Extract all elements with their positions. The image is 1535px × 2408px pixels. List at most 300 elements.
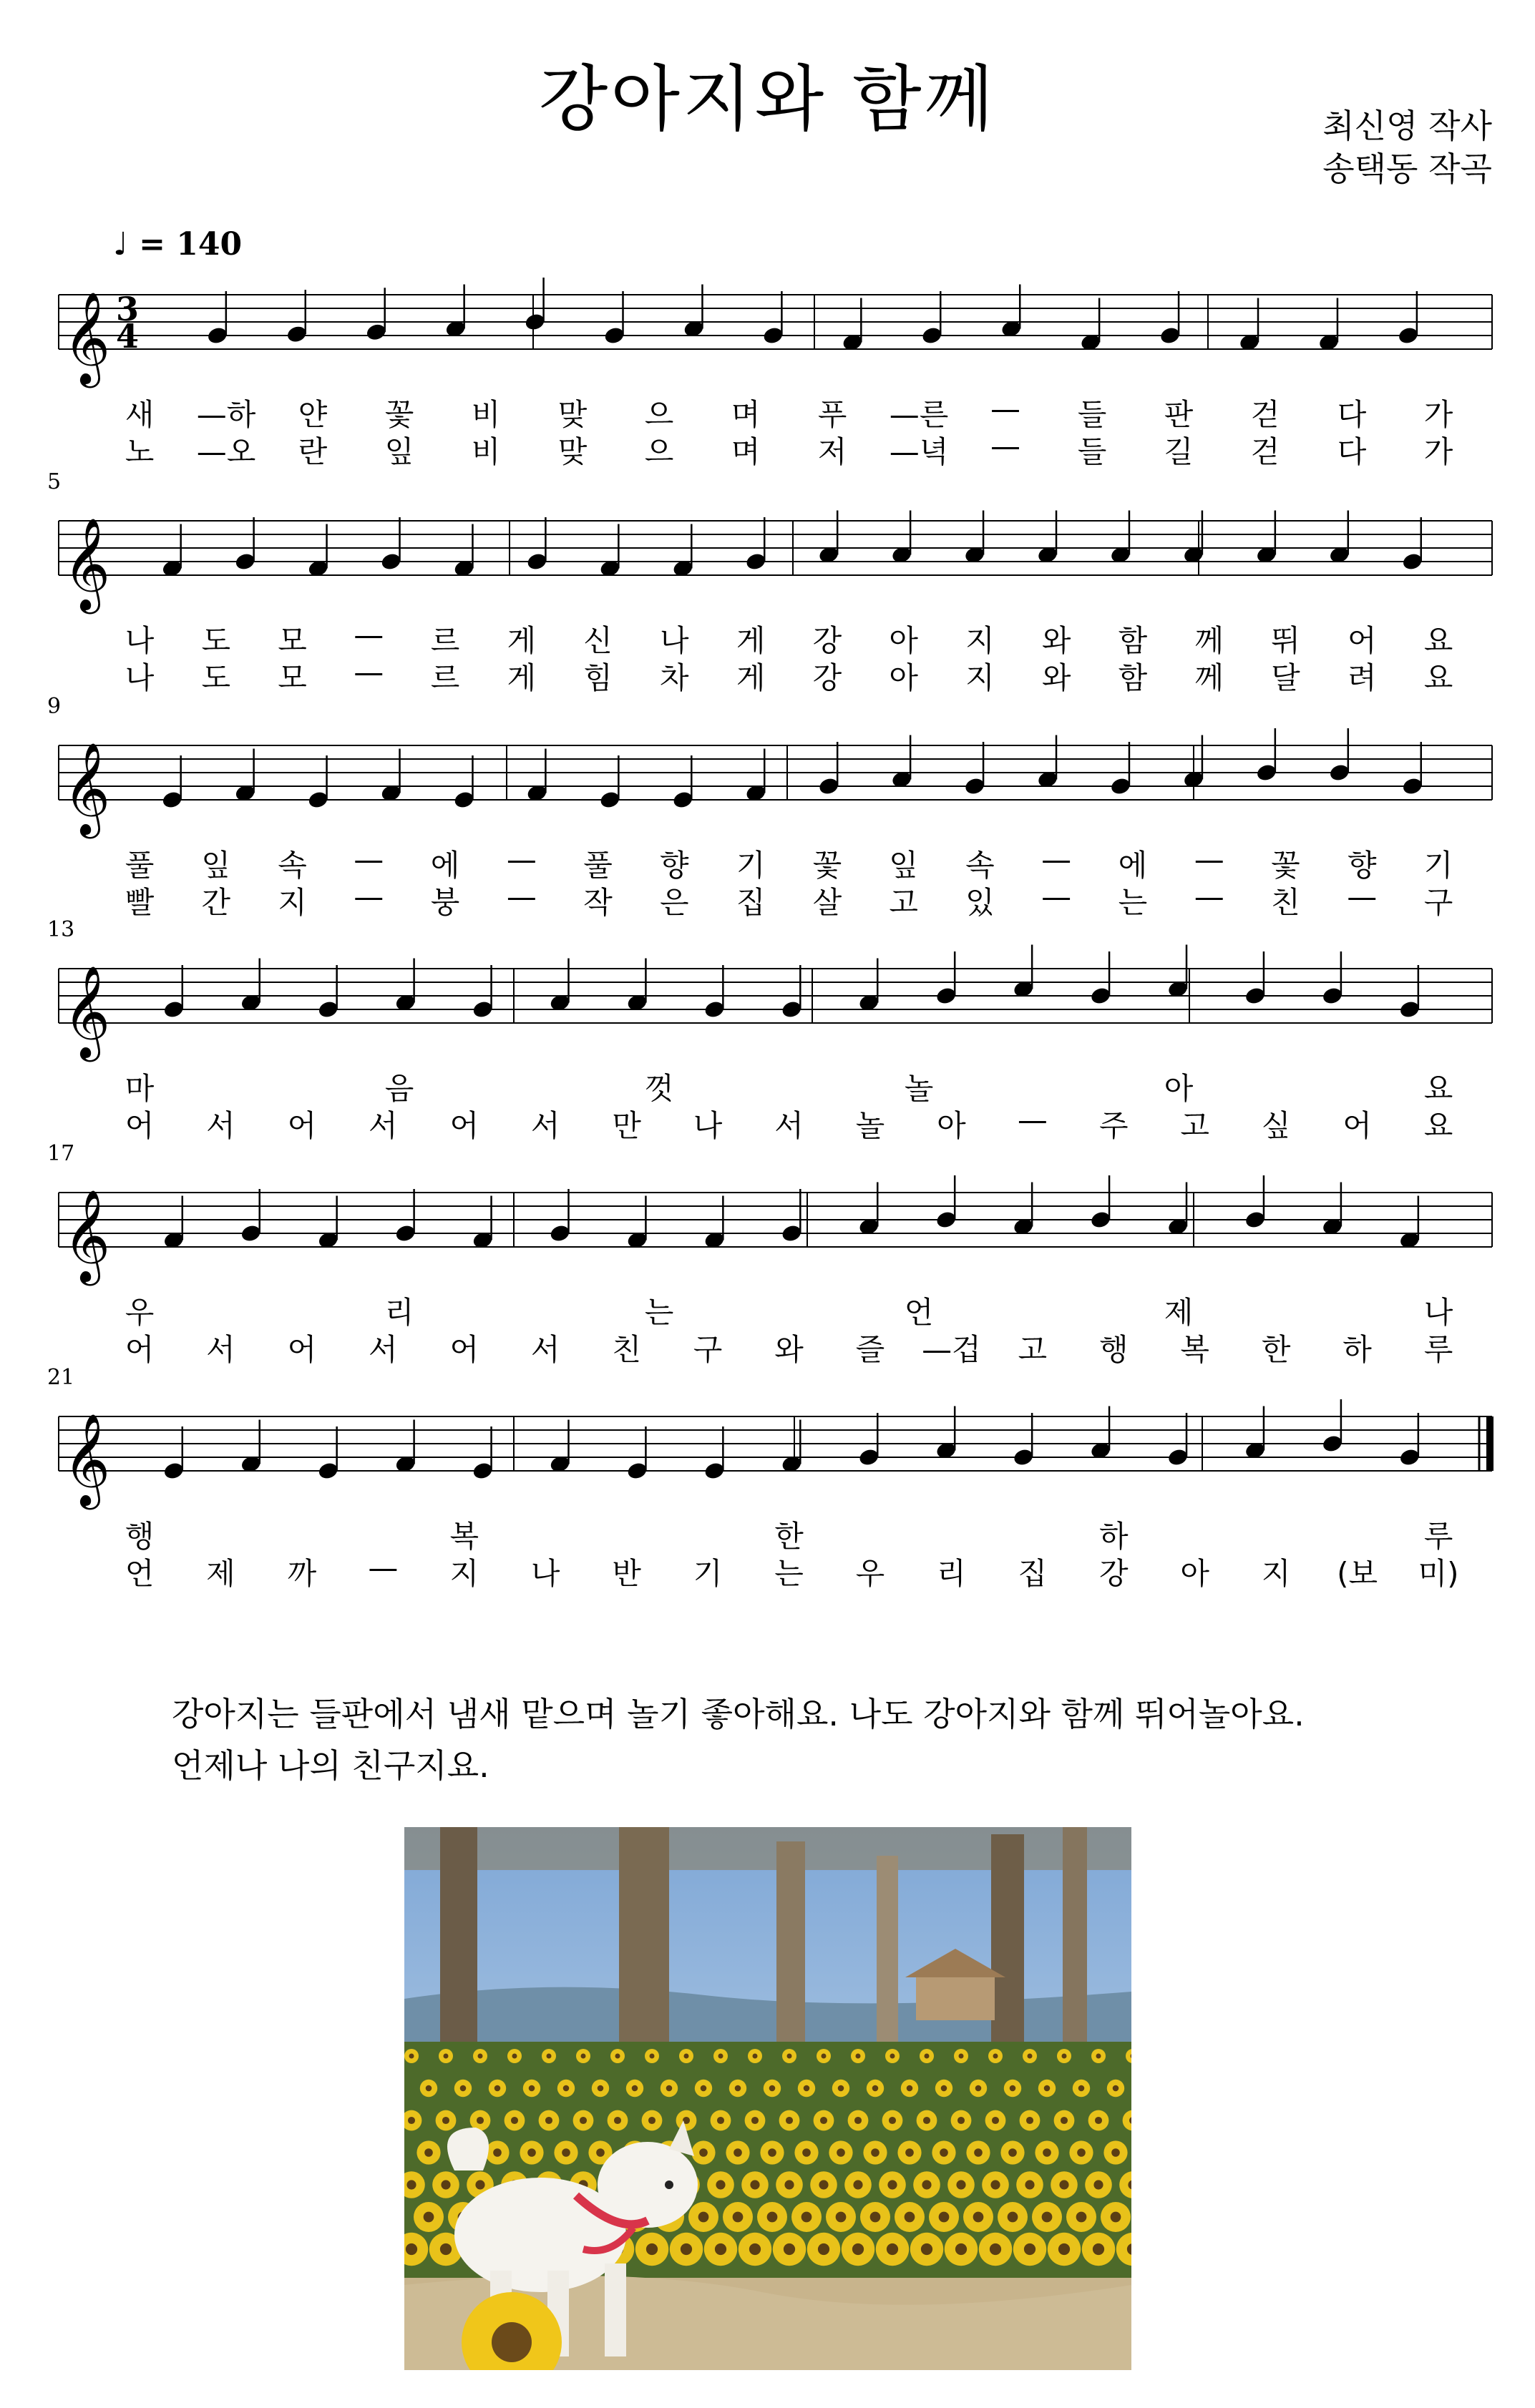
lyric-syllable: 속 <box>278 848 307 883</box>
lyric-syllable: 서 <box>206 1332 235 1367</box>
sunflower-center <box>925 2054 930 2059</box>
sunflower-center <box>424 2212 434 2223</box>
sunflower-center <box>717 2117 724 2124</box>
lyric-syllable: 서 <box>206 1108 235 1143</box>
lyric-syllable: 아 <box>889 660 918 695</box>
sunflower-center <box>856 2054 861 2059</box>
lyric-syllable: 지 <box>1261 1556 1291 1591</box>
lyric-syllable: 언 <box>904 1295 934 1330</box>
lyric-syllable: 얀 <box>298 397 328 432</box>
sunflower-center <box>751 2117 759 2124</box>
lyric-syllable: 도 <box>201 623 231 658</box>
lyric-syllable: 와 <box>1041 623 1071 658</box>
sunflower-center <box>749 2243 761 2255</box>
lyric-verse-1 <box>107 842 1481 882</box>
treble-clef-icon: 𝄞 <box>63 1189 111 1282</box>
lyric-syllable: 한 <box>1261 1332 1291 1367</box>
lyric-syllable: 속 <box>965 848 995 883</box>
lyric-syllable: 르 <box>430 660 460 695</box>
lyric-syllable: 강 <box>1098 1556 1129 1591</box>
sunflower-center <box>408 2117 415 2124</box>
lyric-syllable: 있 <box>965 885 995 920</box>
sunflower-center <box>990 2243 1001 2255</box>
lyric-syllable: 즐 <box>855 1332 885 1367</box>
sunflower-center <box>959 2054 964 2059</box>
lyric-syllable: 달 <box>1271 660 1300 695</box>
sunflower-center <box>767 2212 778 2223</box>
sunflower-center <box>801 2212 812 2223</box>
sunflower-center <box>819 2180 828 2189</box>
lyric-syllable: 지 <box>965 623 995 658</box>
sunflower-center <box>1093 2180 1103 2189</box>
lyric-syllable: 기 <box>1423 848 1453 883</box>
sunflower-center <box>1010 2085 1016 2092</box>
lyric-syllable: 걷 <box>1250 434 1280 469</box>
sunflower-center <box>784 2243 795 2255</box>
lyric-syllable: 행 <box>125 1519 155 1554</box>
lyric-syllable: 비 <box>471 434 501 469</box>
lyric-syllable: 며 <box>731 434 761 469</box>
lyric-syllable: 모 <box>278 623 307 658</box>
staff-system <box>59 1175 1492 1286</box>
lyric-syllable: 나 <box>125 623 155 658</box>
lyric-syllable: 나 <box>530 1556 560 1591</box>
sunflower-center <box>804 2085 810 2092</box>
lyric-syllable: 걷 <box>1250 397 1280 432</box>
sunflower-center <box>990 2180 1000 2189</box>
sunflower-center <box>545 2117 552 2124</box>
sunflower-center <box>1093 2243 1104 2255</box>
lyric-syllable: 고 <box>1018 1332 1048 1367</box>
lyric-syllable: 어 <box>287 1108 317 1143</box>
sunflower-center <box>1042 2212 1053 2223</box>
lyric-syllable: 나 <box>660 623 689 658</box>
lyric-verse-2 <box>107 879 1481 919</box>
lyric-syllable: — <box>1194 842 1224 877</box>
sunflower-center <box>905 2148 914 2157</box>
lyric-syllable: 기 <box>693 1556 723 1591</box>
lyric-syllable: 아 <box>1180 1556 1209 1591</box>
lyric-syllable: 맞 <box>557 397 588 432</box>
sunflower-center <box>733 2212 744 2223</box>
lyric-syllable: 어 <box>125 1108 155 1143</box>
sunflower-center <box>527 2148 536 2157</box>
caption-line-2: 언제나 나의 친구지요. <box>172 1746 489 1785</box>
lyric-syllable: 서 <box>774 1108 804 1143</box>
sunflower-center <box>406 2180 416 2189</box>
treble-clef-icon: 𝄞 <box>63 965 111 1058</box>
staff-system <box>59 511 1492 615</box>
lyric-syllable: 아 <box>889 623 918 658</box>
sunflower-center <box>820 2117 827 2124</box>
lyric-syllable: —겁 <box>922 1332 981 1367</box>
sunflower-center <box>511 2117 518 2124</box>
lyric-syllable: 와 <box>774 1332 804 1367</box>
measure-number: 21 <box>47 1365 75 1390</box>
staff-system <box>59 728 1492 839</box>
lyric-syllable: 놀 <box>855 1108 885 1143</box>
lyric-syllable: 맞 <box>557 434 588 469</box>
sunflower-center <box>444 2054 449 2059</box>
sunflower-center <box>1096 2054 1101 2059</box>
sunflower-center <box>1026 2117 1033 2124</box>
lyric-syllable: 께 <box>1194 623 1224 658</box>
sunflower-center <box>890 2054 895 2059</box>
sunflower-center <box>802 2148 811 2157</box>
caption-line-1: 강아지는 들판에서 냄새 맡으며 놀기 좋아해요. 나도 강아지와 함께 뛰어놀아요. <box>172 1695 1305 1733</box>
treble-clef-icon: 𝄞 <box>63 742 111 835</box>
sunflower-center <box>684 2054 689 2059</box>
sunflower-center <box>493 2148 502 2157</box>
lyric-syllable: 께 <box>1194 660 1224 695</box>
sunflower-center <box>837 2148 845 2157</box>
dog-sunflower-photo <box>404 1827 1131 2370</box>
sunflower-center <box>529 2085 535 2092</box>
sunflower-center <box>975 2085 982 2092</box>
lyric-syllable: 며 <box>731 397 761 432</box>
sunflower-center <box>426 2085 432 2092</box>
lyric-syllable: 기 <box>736 848 766 883</box>
lyric-syllable: —른 <box>889 397 949 432</box>
staff-system <box>59 278 1492 388</box>
sunflower-center <box>441 2180 450 2189</box>
lyric-syllable: 힘 <box>583 660 613 695</box>
lyric-syllable: — <box>506 879 537 914</box>
lyric-syllable: — <box>506 842 537 877</box>
sunflower-center <box>1111 2212 1121 2223</box>
lyric-syllable: 새 <box>125 397 155 432</box>
lyric-syllable: 저 <box>817 434 847 469</box>
sunflower-center <box>1058 2243 1070 2255</box>
sunflower-center <box>1024 2243 1035 2255</box>
lyric-syllable: 하 <box>1098 1519 1129 1554</box>
lyric-syllable: 강 <box>812 660 842 695</box>
lyric-syllable: 나 <box>693 1108 723 1143</box>
sunflower-center <box>887 2243 898 2255</box>
sunflower-center <box>992 2117 999 2124</box>
lyric-syllable: 게 <box>507 623 537 658</box>
lyric-syllable: 도 <box>201 660 231 695</box>
lyric-syllable: — <box>1017 1102 1048 1137</box>
lyric-syllable: 푸 <box>817 397 847 432</box>
lyric-syllable: 제 <box>1164 1295 1194 1330</box>
sunflower-center <box>769 2085 776 2092</box>
sunflower-center <box>784 2180 794 2189</box>
lyric-syllable: 잎 <box>201 848 231 883</box>
lyric-syllable: 차 <box>660 660 689 695</box>
sunflower-center <box>698 2212 709 2223</box>
lyric-syllable: 나 <box>125 660 155 695</box>
lyric-syllable: 어 <box>1342 1108 1372 1143</box>
sunflower-center <box>681 2243 692 2255</box>
lyric-syllable: 함 <box>1118 660 1148 695</box>
lyric-syllable: 가 <box>1423 434 1453 469</box>
sunflower-center <box>424 2148 433 2157</box>
lyric-syllable: 집 <box>736 885 766 920</box>
sunflower-center <box>440 2243 452 2255</box>
sunflower-center <box>871 2148 879 2157</box>
sunflower-center <box>701 2085 707 2092</box>
lyric-syllable: 구 <box>693 1332 723 1367</box>
treble-clef-icon: 𝄞 <box>63 1413 111 1506</box>
lyric-syllable: 마 <box>125 1071 155 1106</box>
sunflower-center <box>787 2054 792 2059</box>
lyric-syllable: 까 <box>287 1556 317 1591</box>
lyric-syllable: 리 <box>384 1295 414 1330</box>
sunflower-center <box>734 2148 742 2157</box>
lyric-syllable: 언 <box>125 1556 155 1591</box>
lyric-syllable: — <box>354 842 384 877</box>
lyric-syllable: 다 <box>1337 434 1367 469</box>
lyric-syllable: 껏 <box>644 1071 674 1106</box>
sunflower-center <box>547 2054 552 2059</box>
lyric-syllable: 게 <box>507 660 537 695</box>
lyric-syllable: 는 <box>644 1295 674 1330</box>
sunflower-center <box>580 2117 587 2124</box>
sunflower-center <box>889 2117 896 2124</box>
sunflower-center <box>921 2243 932 2255</box>
lyric-syllable: 집 <box>1018 1556 1048 1591</box>
measure-number: 9 <box>47 694 62 719</box>
sunflower-center <box>478 2054 483 2059</box>
lyric-syllable: 려 <box>1347 660 1377 695</box>
lyric-syllable: 은 <box>660 885 689 920</box>
lyric-syllable: — <box>1041 879 1072 914</box>
lyric-syllable: 행 <box>1098 1332 1129 1367</box>
lyric-syllable: 고 <box>889 885 918 920</box>
lyric-syllable: 루 <box>1423 1519 1453 1554</box>
lyric-syllable: 서 <box>369 1332 398 1367</box>
sunflower-center <box>1044 2085 1051 2092</box>
lyric-syllable: 빨 <box>125 885 155 920</box>
sunflower-center <box>460 2085 467 2092</box>
lyric-syllable: 비 <box>471 397 501 432</box>
sunflower-center <box>852 2243 864 2255</box>
lyric-syllable: 뛰 <box>1271 623 1300 658</box>
sunflower-center <box>646 2243 658 2255</box>
lyric-syllable: 잎 <box>889 848 918 883</box>
sunflower-center <box>581 2054 586 2059</box>
lyric-syllable: 구 <box>1423 885 1453 920</box>
lyric-syllable: — <box>1347 879 1378 914</box>
sunflower-center <box>836 2212 847 2223</box>
lyric-syllable: 으 <box>644 434 674 469</box>
sunflower-center <box>1078 2085 1085 2092</box>
sunflower-center <box>838 2085 844 2092</box>
lyric-syllable: 싶 <box>1261 1108 1291 1143</box>
sunflower-center <box>666 2085 673 2092</box>
sunflower-center <box>1008 2148 1017 2157</box>
sunflower-center <box>955 2243 967 2255</box>
lyric-syllable: (보 <box>1337 1556 1378 1591</box>
sunflower-center <box>1061 2117 1068 2124</box>
sunflower-center <box>442 2117 449 2124</box>
lyric-verse-1 <box>107 617 1481 657</box>
lyric-syllable: 판 <box>1164 397 1194 432</box>
sunflower-center <box>818 2243 829 2255</box>
lyric-syllable: 미) <box>1418 1556 1459 1591</box>
sunflower-center <box>477 2117 484 2124</box>
lyric-syllable: 요 <box>1423 660 1453 695</box>
sunflower-center <box>872 2085 879 2092</box>
lyric-syllable: — <box>354 655 384 690</box>
lyric-syllable: 붕 <box>430 885 460 920</box>
sunflower-center <box>1076 2212 1087 2223</box>
lyric-syllable: —오 <box>196 434 256 469</box>
lyric-syllable: 강 <box>812 623 842 658</box>
lyric-syllable: 루 <box>1423 1332 1453 1367</box>
sunflower-center <box>939 2212 950 2223</box>
sunflower-center <box>1059 2180 1068 2189</box>
sunflower-center <box>598 2085 604 2092</box>
lyric-syllable: 어 <box>449 1108 479 1143</box>
lyric-syllable: 우 <box>855 1556 885 1591</box>
lyric-syllable: 요 <box>1423 1071 1453 1106</box>
lyric-syllable: — <box>1194 879 1224 914</box>
measure-number: 17 <box>47 1141 75 1166</box>
lyric-syllable: 노 <box>125 434 155 469</box>
lyric-syllable: 복 <box>449 1519 479 1554</box>
lyric-syllable: 우 <box>125 1295 155 1330</box>
sunflower-center <box>614 2117 621 2124</box>
sunflower-center <box>907 2085 913 2092</box>
lyric-syllable: 제 <box>206 1556 235 1591</box>
lyric-verse-1 <box>107 391 1481 431</box>
lyric-syllable: 어 <box>125 1332 155 1367</box>
lyric-syllable: 지 <box>449 1556 479 1591</box>
lyric-syllable: 음 <box>384 1071 414 1106</box>
lyric-syllable: 작 <box>583 885 613 920</box>
sunflower-center <box>632 2085 638 2092</box>
staff-system <box>59 1399 1493 1510</box>
lyric-syllable: 지 <box>278 885 307 920</box>
lyric-syllable: 는 <box>774 1556 804 1591</box>
lyric-syllable: 르 <box>430 623 460 658</box>
sunflower-center <box>940 2148 948 2157</box>
sunflower-center <box>993 2054 998 2059</box>
time-signature-top: 3 <box>116 290 140 328</box>
lyric-syllable: 간 <box>201 885 231 920</box>
sunflower-center <box>699 2148 708 2157</box>
sunflower-center <box>1111 2148 1120 2157</box>
lyric-syllable: — <box>368 1550 399 1585</box>
lyric-syllable: 살 <box>812 885 842 920</box>
sunflower-center <box>887 2180 897 2189</box>
measure-number: 5 <box>47 469 62 494</box>
lyric-syllable: 서 <box>369 1108 398 1143</box>
lyric-syllable: 풀 <box>125 848 155 883</box>
sunflower-center <box>822 2054 827 2059</box>
lyricist-credit: 최신영 작사 <box>1322 107 1492 145</box>
lyric-syllable: 아 <box>937 1108 966 1143</box>
lyric-syllable: 하 <box>1342 1332 1372 1367</box>
lyric-syllable: 아 <box>1164 1071 1194 1106</box>
lyric-syllable: 만 <box>612 1108 641 1143</box>
sunflower-center <box>923 2117 930 2124</box>
lyric-syllable: 으 <box>644 397 674 432</box>
lyric-syllable: 꽃 <box>384 397 414 432</box>
treble-clef-icon: 𝄞 <box>63 517 111 610</box>
lyric-syllable: 잎 <box>384 434 414 469</box>
lyric-syllable: 어 <box>1347 623 1377 658</box>
sunflower-center <box>596 2148 605 2157</box>
sunflower-center <box>512 2054 517 2059</box>
sunflower-center <box>973 2212 984 2223</box>
sunflower-center <box>905 2212 915 2223</box>
lyric-syllable: — <box>354 879 384 914</box>
staff-system <box>59 945 1492 1063</box>
sunflower-center <box>1062 2054 1067 2059</box>
sunflower-center <box>562 2148 570 2157</box>
composer-credit: 송택동 작곡 <box>1322 150 1492 188</box>
sunflower-center <box>650 2054 655 2059</box>
sunflower-center <box>941 2085 947 2092</box>
sunflower-center <box>974 2148 983 2157</box>
lyric-syllable: 리 <box>937 1556 966 1591</box>
lyric-syllable: 향 <box>660 848 689 883</box>
lyric-syllable: 와 <box>1041 660 1071 695</box>
sunflower-center <box>786 2117 793 2124</box>
measure-number: 13 <box>47 917 75 942</box>
lyric-syllable: 신 <box>583 623 613 658</box>
sunflower-center <box>406 2243 417 2255</box>
lyric-syllable: 요 <box>1423 1108 1453 1143</box>
sunflower-center <box>563 2085 570 2092</box>
lyric-syllable: 게 <box>736 623 766 658</box>
lyric-syllable: 꽃 <box>812 848 842 883</box>
lyric-syllable: 다 <box>1337 397 1367 432</box>
lyric-syllable: 복 <box>1180 1332 1209 1367</box>
lyric-syllable: 에 <box>430 848 460 883</box>
sunflower-center <box>957 2117 965 2124</box>
lyric-syllable: 게 <box>736 660 766 695</box>
lyric-syllable: 풀 <box>583 848 613 883</box>
sunflower-center <box>750 2180 759 2189</box>
lyric-syllable: 어 <box>287 1332 317 1367</box>
lyric-syllable: 길 <box>1164 434 1194 469</box>
sunflower-center <box>1113 2085 1119 2092</box>
lyric-syllable: 에 <box>1118 848 1148 883</box>
sunflower-center <box>1025 2180 1034 2189</box>
lyric-syllable: 들 <box>1077 434 1107 469</box>
lyric-syllable: 나 <box>1423 1295 1453 1330</box>
lyric-syllable: 놀 <box>904 1071 934 1106</box>
sunflower-center <box>922 2180 931 2189</box>
sunflower-center <box>409 2054 414 2059</box>
sunflower-center <box>715 2243 726 2255</box>
lyric-syllable: —녁 <box>889 434 949 469</box>
lyric-syllable: 고 <box>1180 1108 1209 1143</box>
lyric-verse-1 <box>107 1065 1481 1105</box>
sunflower-center <box>853 2180 862 2189</box>
lyric-syllable: 는 <box>1118 885 1148 920</box>
sunflower-center <box>854 2117 862 2124</box>
sunflower-center <box>1043 2148 1051 2157</box>
lyric-verse-2 <box>107 1550 1481 1590</box>
lyric-syllable: 친 <box>612 1332 641 1367</box>
lyric-syllable: 한 <box>774 1519 804 1554</box>
treble-clef-icon: 𝄞 <box>63 291 111 384</box>
sunflower-center <box>1008 2212 1018 2223</box>
sunflower-center <box>716 2180 725 2189</box>
lyric-syllable: — <box>354 617 384 652</box>
lyric-syllable: 꽃 <box>1271 848 1300 883</box>
sunflower-center <box>615 2054 620 2059</box>
tempo-marking: ♩ = 140 <box>113 226 243 263</box>
final-barline-thick <box>1486 1416 1493 1471</box>
lyric-syllable: 친 <box>1271 885 1300 920</box>
sunflower-center <box>753 2054 758 2059</box>
